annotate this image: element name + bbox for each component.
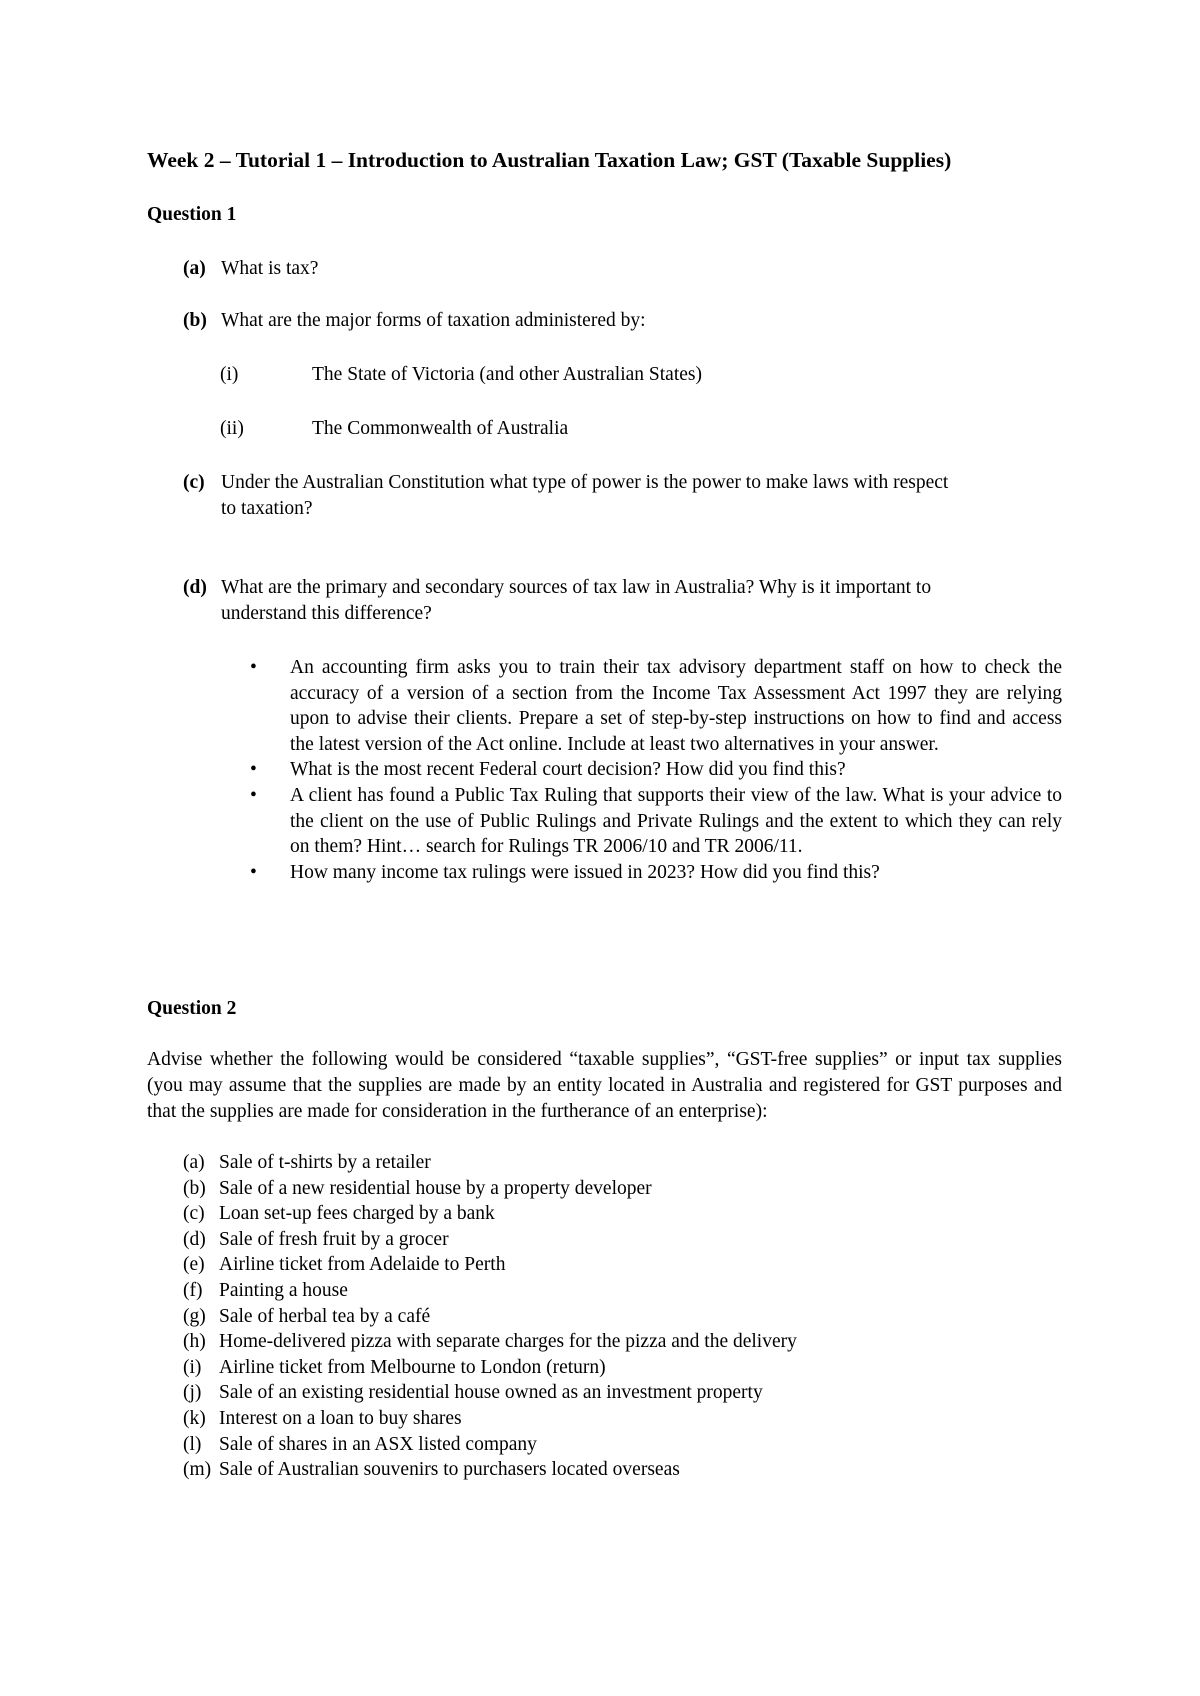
list-item: [183, 1380, 797, 1406]
q1-item-a-label: (a): [183, 258, 206, 279]
list-item-text: Sale of t-shirts by a retailer: [219, 1152, 431, 1173]
q1-item-b-text: What are the major forms of taxation administered by:: [221, 310, 646, 331]
bullet-text: What is the most recent Federal court decision? How did you find this?: [290, 759, 846, 781]
list-item-text: Sale of Australian souvenirs to purchasers located overseas: [219, 1459, 680, 1481]
list-item: [183, 1176, 797, 1202]
supplies-list: [183, 1150, 797, 1483]
q1-item-c-line1: Under the Australian Constitution what type of power is the power to make laws with respect: [221, 472, 949, 493]
bullet-dot-icon: •: [250, 759, 257, 781]
list-item: [183, 1227, 797, 1253]
bullet-item: [250, 757, 1062, 783]
list-item-label: (h): [183, 1331, 206, 1353]
q1-item-c-label: (c): [183, 472, 205, 493]
list-item: [183, 1457, 797, 1483]
bullet-text: An accounting firm asks you to train their tax advisory department staff on how to check the accuracy of a version of a section from the Income Tax Assessment Act 1997 they are relying upon to advise their clients. Prepare a set of step-by-step instructions on how to find and access the latest version of the Act online. Include at least two alternatives in your answer.: [290, 657, 1062, 755]
bullet-dot-icon: •: [250, 784, 257, 806]
list-item-label: (m): [183, 1459, 212, 1481]
list-item-label: (e): [183, 1254, 205, 1276]
list-item-label: (c): [183, 1203, 205, 1225]
list-item-label: (b): [183, 1177, 206, 1199]
list-item: [183, 1150, 797, 1176]
q1-item-b-i-label: (i): [220, 364, 239, 385]
bullet-item: [250, 783, 1062, 860]
q1-item-b-i: [220, 362, 702, 388]
q1-item-a: [183, 256, 318, 282]
bullet-item: [250, 655, 1062, 757]
list-item-label: (d): [183, 1228, 206, 1250]
q1-item-b-i-text: The State of Victoria (and other Australian States): [312, 364, 702, 385]
list-item-text: Sale of an existing residential house owned as an investment property: [219, 1382, 763, 1404]
list-item-text: Airline ticket from Melbourne to London (return): [219, 1356, 606, 1378]
q1-item-b-ii-text: The Commonwealth of Australia: [312, 418, 569, 439]
document-title: Week 2 – Tutorial 1 – Introduction to Australian Taxation Law; GST (Taxable Supplies): [147, 148, 952, 172]
bullet-text: How many income tax rulings were issued in 2023? How did you find this?: [290, 861, 880, 883]
list-item-label: (k): [183, 1407, 206, 1429]
q1-item-b-label: (b): [183, 310, 207, 331]
list-item-text: Sale of fresh fruit by a grocer: [219, 1228, 449, 1250]
list-item: [183, 1406, 797, 1432]
list-item: [183, 1355, 797, 1381]
list-item: [183, 1329, 797, 1355]
list-item-label: (j): [183, 1382, 202, 1404]
list-item-label: (i): [183, 1356, 202, 1378]
q1-item-d-cont: understand this difference?: [221, 603, 432, 624]
list-item-text: Sale of herbal tea by a café: [219, 1305, 431, 1327]
q1-item-d: [183, 575, 931, 601]
bullet-item: [250, 860, 1062, 886]
list-item-text: Loan set-up fees charged by a bank: [219, 1203, 495, 1225]
q1-bullet-list: [250, 655, 1062, 885]
list-item-label: (l): [183, 1433, 202, 1455]
q1-item-b-ii-label: (ii): [220, 418, 244, 439]
list-item: [183, 1252, 797, 1278]
list-item-label: (g): [183, 1305, 206, 1327]
list-item-text: Sale of a new residential house by a property developer: [219, 1177, 652, 1199]
question-1-heading: Question 1: [147, 204, 237, 225]
question-2-intro: Advise whether the following would be considered “taxable supplies”, “GST-free supplies” or input tax supplies (you may assume that the supplies are made by an entity located in Australia and registered for GST purposes and that the supplies are made for consideration in the furtherance of an enterprise):: [147, 1049, 1062, 1122]
q1-item-d-label: (d): [183, 577, 207, 598]
list-item-text: Interest on a loan to buy shares: [219, 1407, 462, 1429]
list-item-text: Painting a house: [219, 1279, 348, 1301]
list-item: [183, 1201, 797, 1227]
list-item-text: Airline ticket from Adelaide to Perth: [219, 1254, 506, 1276]
q1-item-b-ii: [220, 416, 568, 442]
list-item: [183, 1432, 797, 1458]
bullet-dot-icon: •: [250, 657, 257, 678]
list-item: [183, 1304, 797, 1330]
q1-item-c: [183, 470, 948, 496]
bullet-text: A client has found a Public Tax Ruling that supports their view of the law. What is your advice to the client on the use of Public Rulings and Private Rulings and the extent to which they can rely on them? Hint… search for Rulings TR 2006/10 and TR 2006/11.: [290, 784, 1062, 858]
q1-item-d-line1: What are the primary and secondary sources of tax law in Australia? Why is it important to: [221, 577, 932, 598]
list-item-text: Home-delivered pizza with separate charges for the pizza and the delivery: [219, 1331, 797, 1353]
bullet-dot-icon: •: [250, 861, 257, 883]
question-2-heading: Question 2: [147, 998, 237, 1019]
list-item-text: Sale of shares in an ASX listed company: [219, 1433, 537, 1455]
q1-item-c-cont: to taxation?: [221, 498, 313, 519]
list-item-label: (f): [183, 1279, 203, 1301]
q1-item-b: [183, 308, 646, 334]
list-item-label: (a): [183, 1152, 205, 1173]
q1-item-a-text: What is tax?: [221, 258, 319, 279]
list-item: [183, 1278, 797, 1304]
